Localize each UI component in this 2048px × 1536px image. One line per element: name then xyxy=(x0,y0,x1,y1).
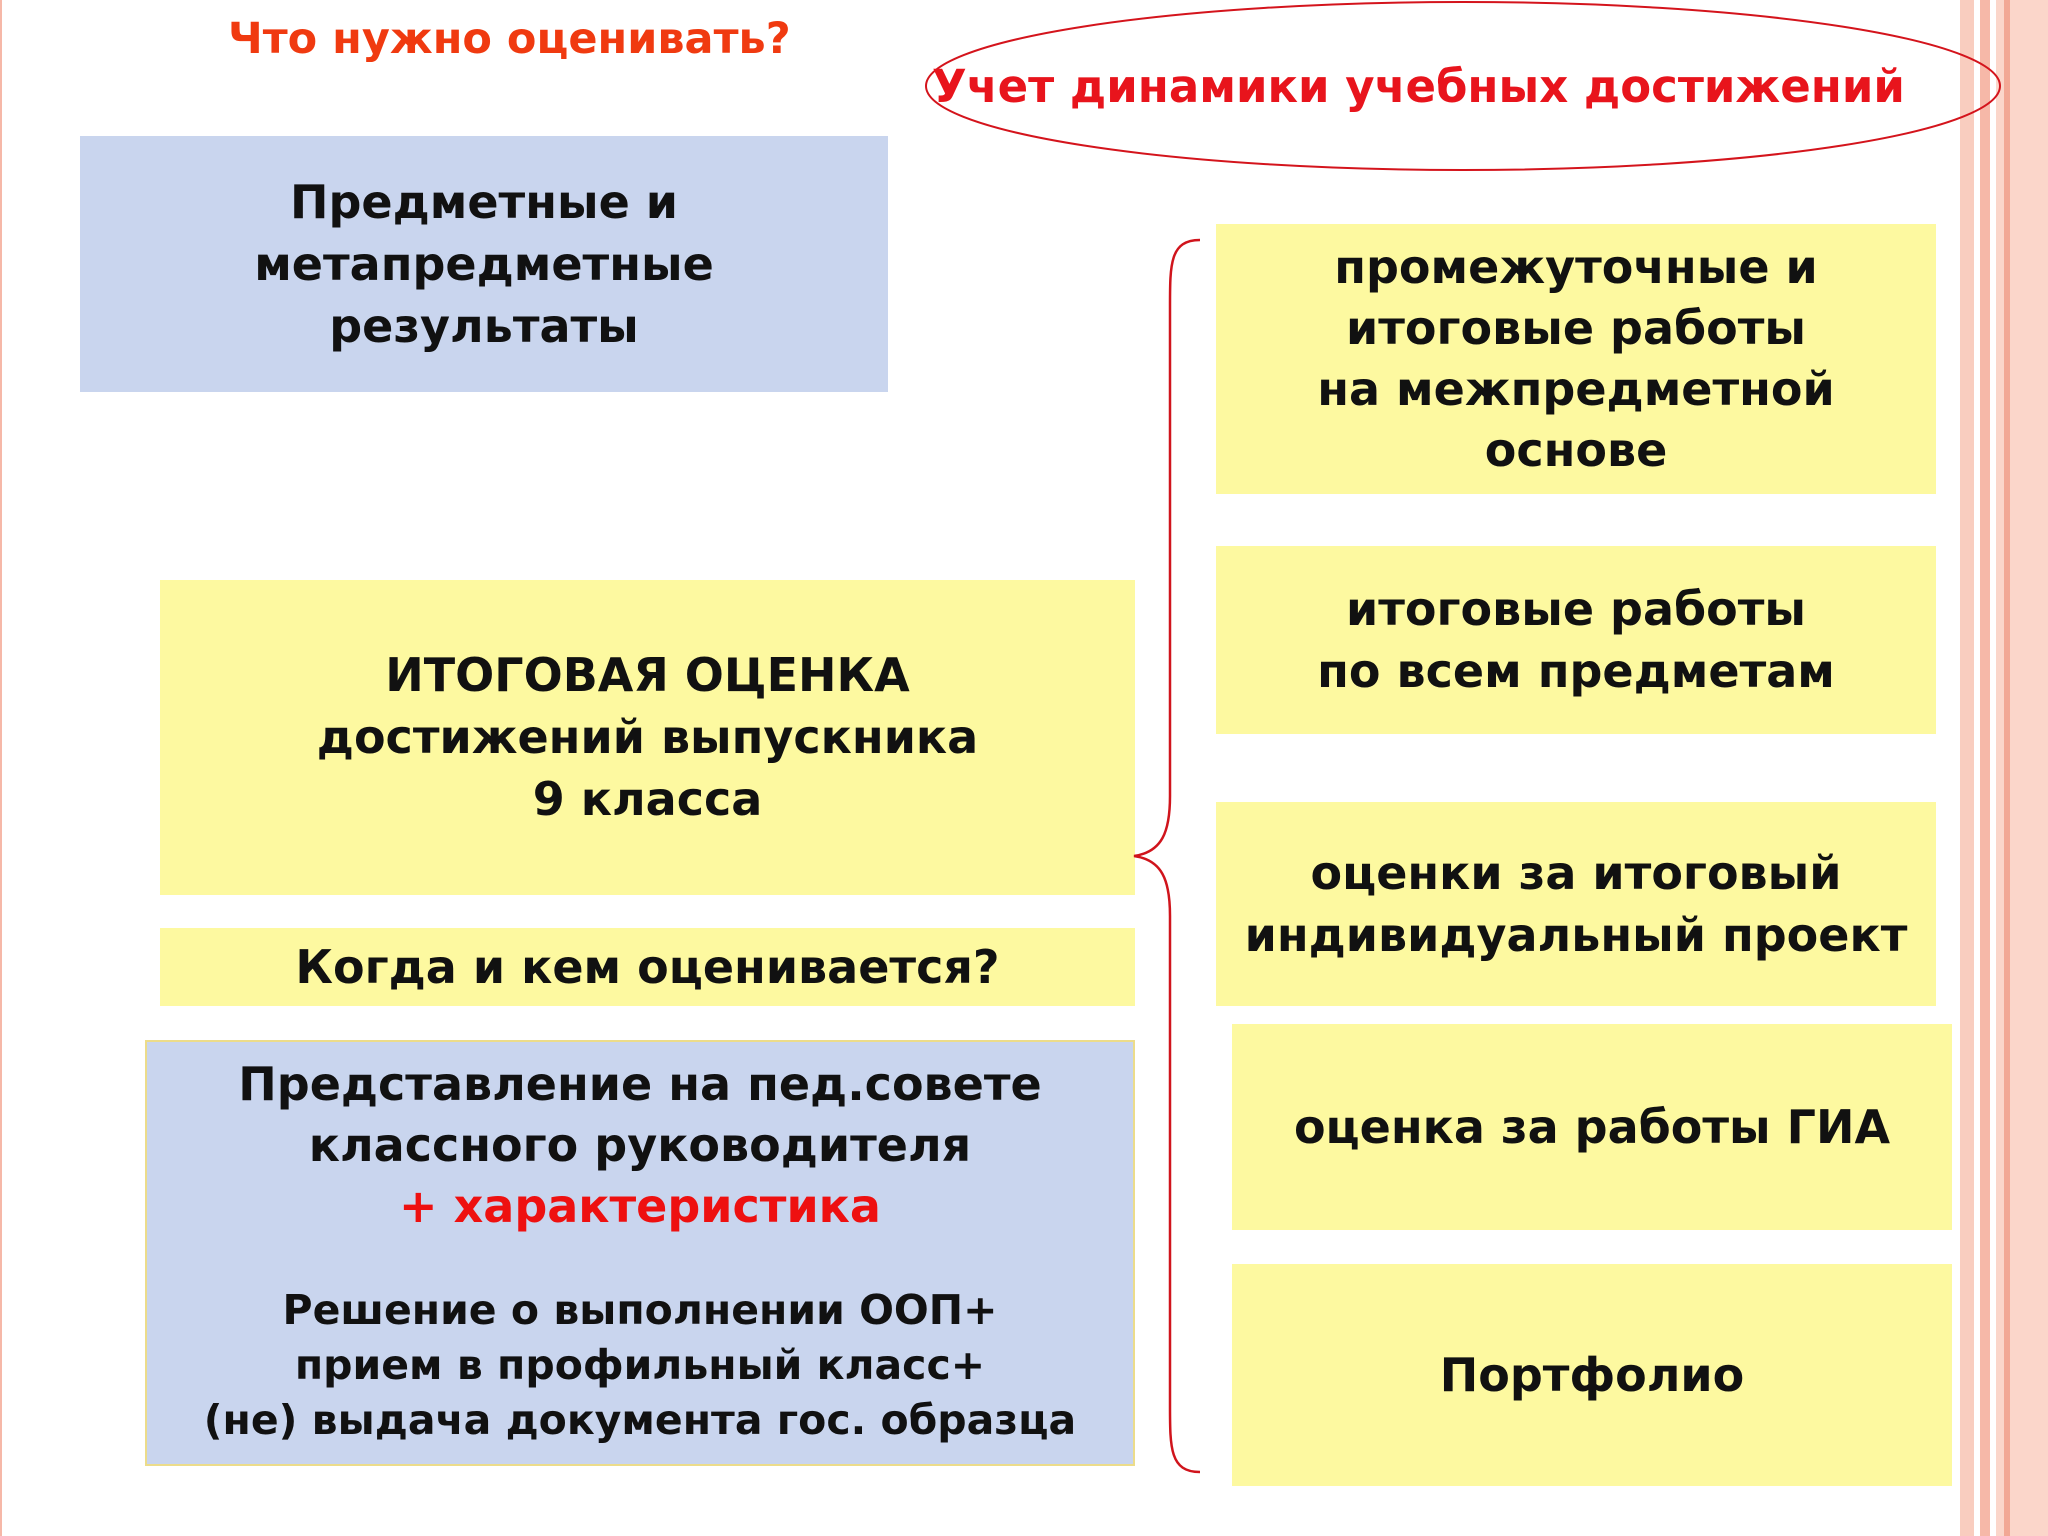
component-line: основе xyxy=(1484,423,1668,477)
component-line: оценки за итоговый xyxy=(1310,846,1842,900)
component-line: индивидуальный проект xyxy=(1244,908,1908,962)
when-who-box xyxy=(160,928,1135,1006)
component-line: итоговые работы xyxy=(1346,301,1806,355)
results-line: Предметные и xyxy=(289,175,679,229)
component-box-interdisciplinary xyxy=(1216,224,1936,494)
component-box-portfolio xyxy=(1232,1264,1952,1486)
left-border-line xyxy=(0,0,2,1536)
component-line: на межпредметной xyxy=(1317,362,1835,416)
results-box xyxy=(80,136,888,392)
dynamics-heading: Учет динамики учебных достижений xyxy=(932,60,1905,113)
component-box-gia xyxy=(1232,1024,1952,1230)
characteristic-highlight: + характеристика xyxy=(399,1179,881,1233)
final-assessment-title: ИТОГОВАЯ ОЦЕНКА xyxy=(385,648,910,702)
results-line: метапредметные xyxy=(254,237,714,291)
component-box-project xyxy=(1216,802,1936,1006)
final-assessment-line: достижений выпускника xyxy=(316,710,979,764)
component-box-all-subjects xyxy=(1216,546,1936,734)
presentation-box xyxy=(145,1040,1135,1466)
curly-brace xyxy=(1130,236,1200,1476)
presentation-line: Представление на пед.совете xyxy=(238,1057,1042,1111)
decision-line: прием в профильный класс+ xyxy=(294,1341,986,1389)
when-who-text: Когда и кем оценивается? xyxy=(295,940,1000,994)
component-line: оценка за работы ГИА xyxy=(1293,1100,1891,1154)
final-assessment-box xyxy=(160,580,1135,895)
decision-line: (не) выдача документа гос. образца xyxy=(203,1396,1077,1444)
component-line: промежуточные и xyxy=(1334,240,1818,294)
component-line: по всем предметам xyxy=(1317,644,1835,698)
results-line: результаты xyxy=(329,299,639,353)
component-line: итоговые работы xyxy=(1346,582,1806,636)
page-title: Что нужно оценивать? xyxy=(228,14,791,64)
presentation-line: классного руководителя xyxy=(308,1118,972,1172)
decision-line: Решение о выполнении ООП+ xyxy=(282,1286,998,1334)
final-assessment-line: 9 класса xyxy=(532,772,763,826)
component-line: Портфолио xyxy=(1439,1348,1745,1402)
right-decorative-stripes xyxy=(1960,0,2048,1536)
